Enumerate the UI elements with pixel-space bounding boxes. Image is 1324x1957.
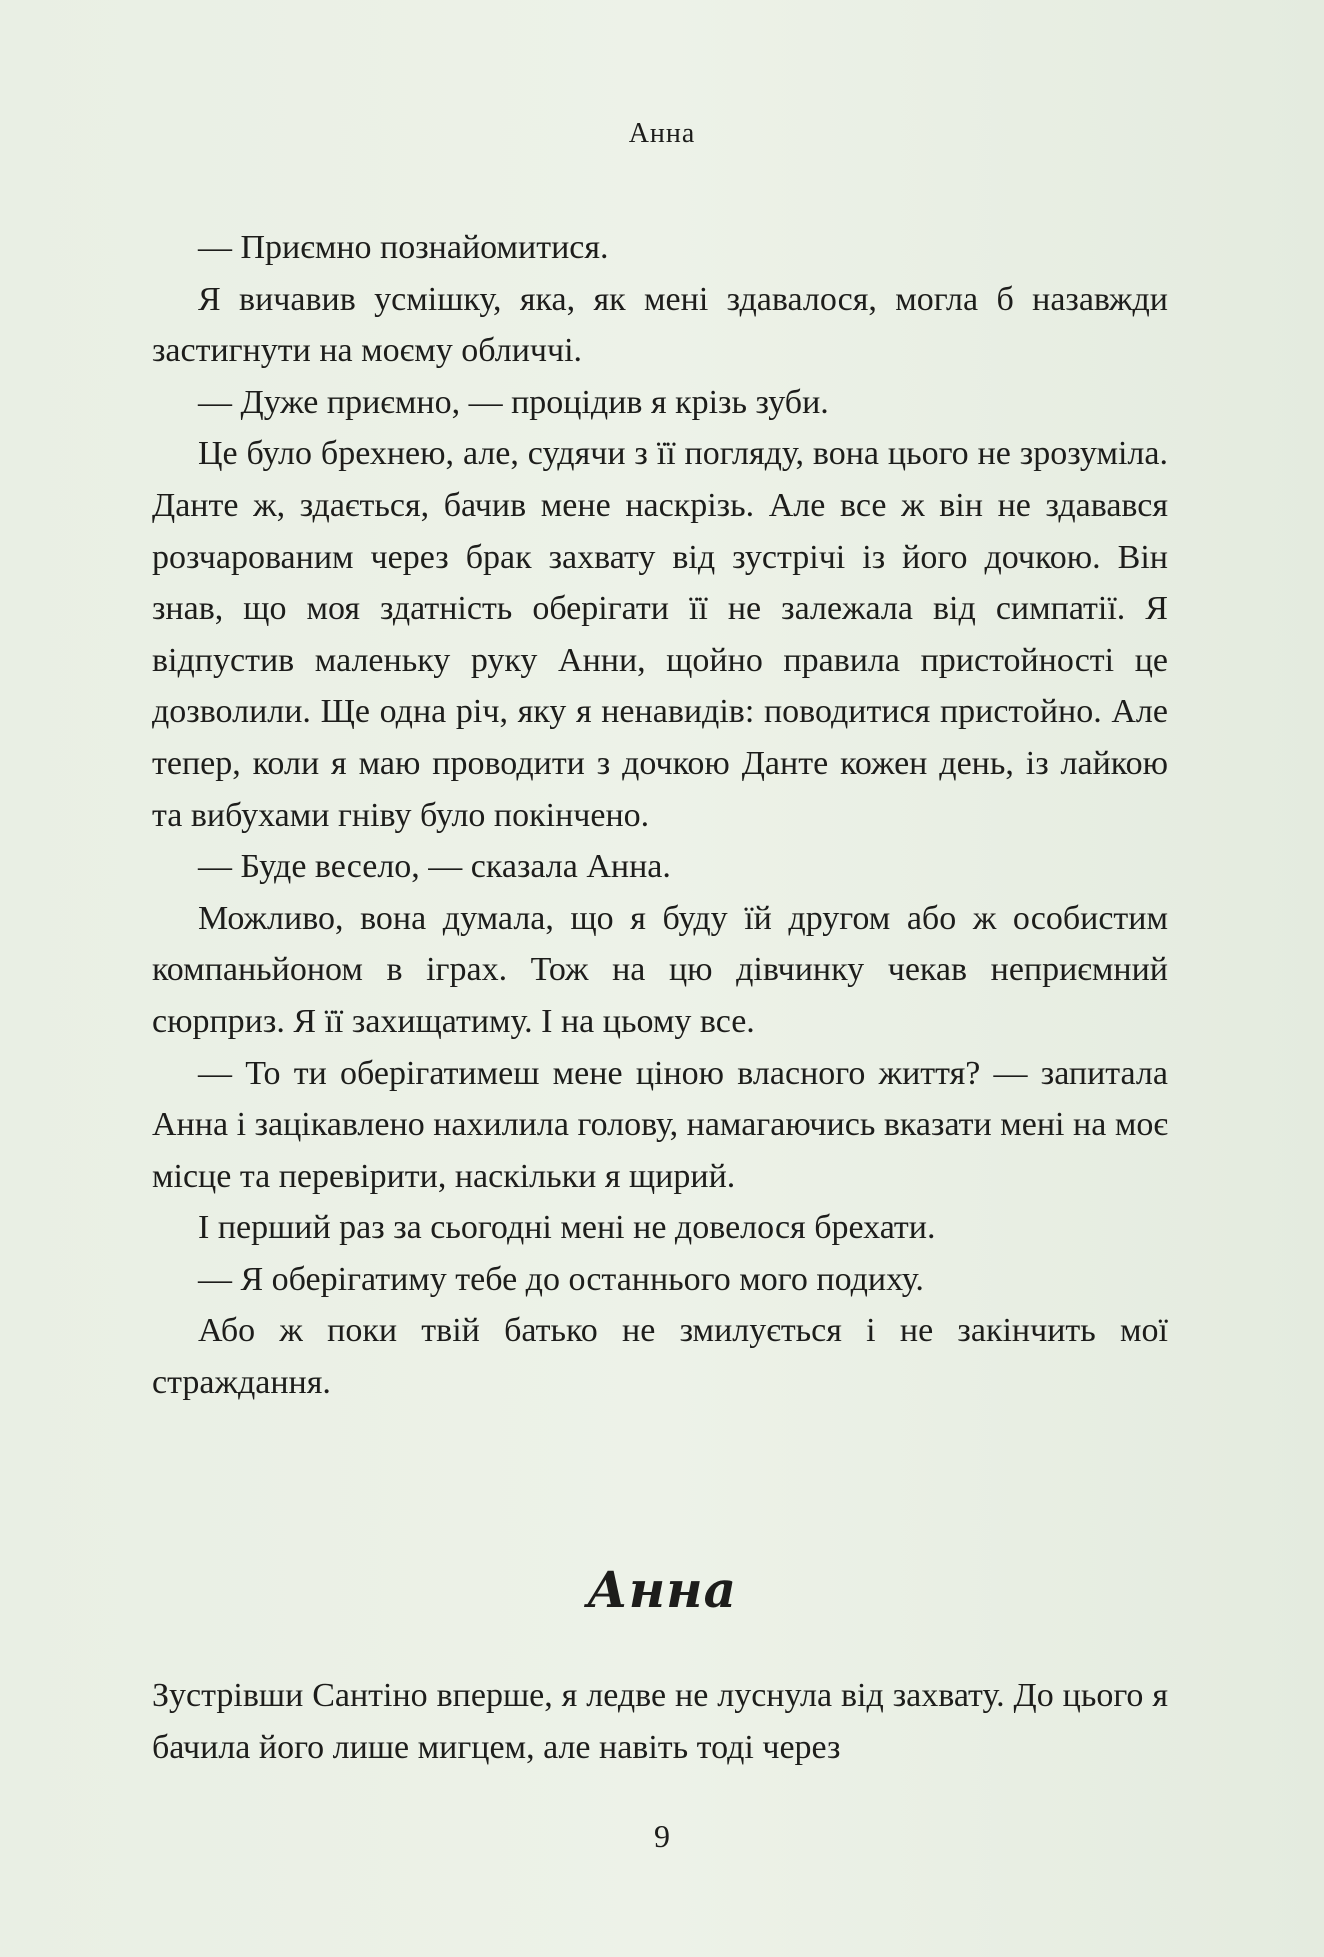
paragraph: — Приємно познайомитися.: [198, 229, 609, 266]
paragraph: Можливо, вона думала, що я буду їй другом або ж особистим компаньйоном в іграх. Тож на цю дівчинку чекав неприємний сюрприз. Я її захищатиму. І на цьому все.: [152, 899, 1168, 1040]
paragraph: — То ти оберігатимеш мене ціною власного життя? — запитала Анна і зацікавлено нахилила голову, намагаючись вказати мені на моє місце та перевірити, наскільки я щирий.: [152, 1054, 1168, 1195]
paragraph: І перший раз за сьогодні мені не довелося брехати.: [198, 1209, 936, 1247]
body-text: [152, 222, 1168, 1409]
paragraph: Або ж поки твій батько не змилується і не закінчить мої страждання.: [152, 1312, 1168, 1402]
paragraph: — Я оберігатиму тебе до останнього мого подиху.: [198, 1260, 924, 1298]
paragraph: Це було брехнею, але, судячи з її погляду, вона цього не зрозуміла. Данте ж, здається, бачив мене наскрізь. Але все ж він не здавався розчарованим через брак захвату від зустрічі із його дочкою. Він знав, що моя здатність оберігати її не залежала від симпатії. Я відпустив маленьку руку Анни, щойно правила пристойності це дозволили. Ще одна річ, яку я ненавидів: поводитися пристойно. Але тепер, коли я маю проводити з дочкою Данте кожен день, із лайкою та вибухами гніву було покінчено.: [152, 435, 1168, 834]
paragraph: Зустрівши Сантіно вперше, я ледве не луснула від захвату. До цього я бачила його лише мигцем, але навіть тоді через: [152, 1677, 1168, 1766]
chapter-heading: Анна: [586, 1560, 738, 1619]
chapter-body-text: [152, 1670, 1168, 1773]
page-number: 9: [654, 1818, 670, 1854]
paragraph: — Буде весело, — сказала Анна.: [198, 848, 671, 886]
paragraph: Я вичавив усмішку, яка, як мені здавалося, могла б назавжди застигнути на моєму обличчі.: [152, 280, 1168, 370]
paragraph: — Дуже приємно, — процідив я крізь зуби.: [198, 383, 829, 421]
running-head: Анна: [628, 118, 696, 149]
